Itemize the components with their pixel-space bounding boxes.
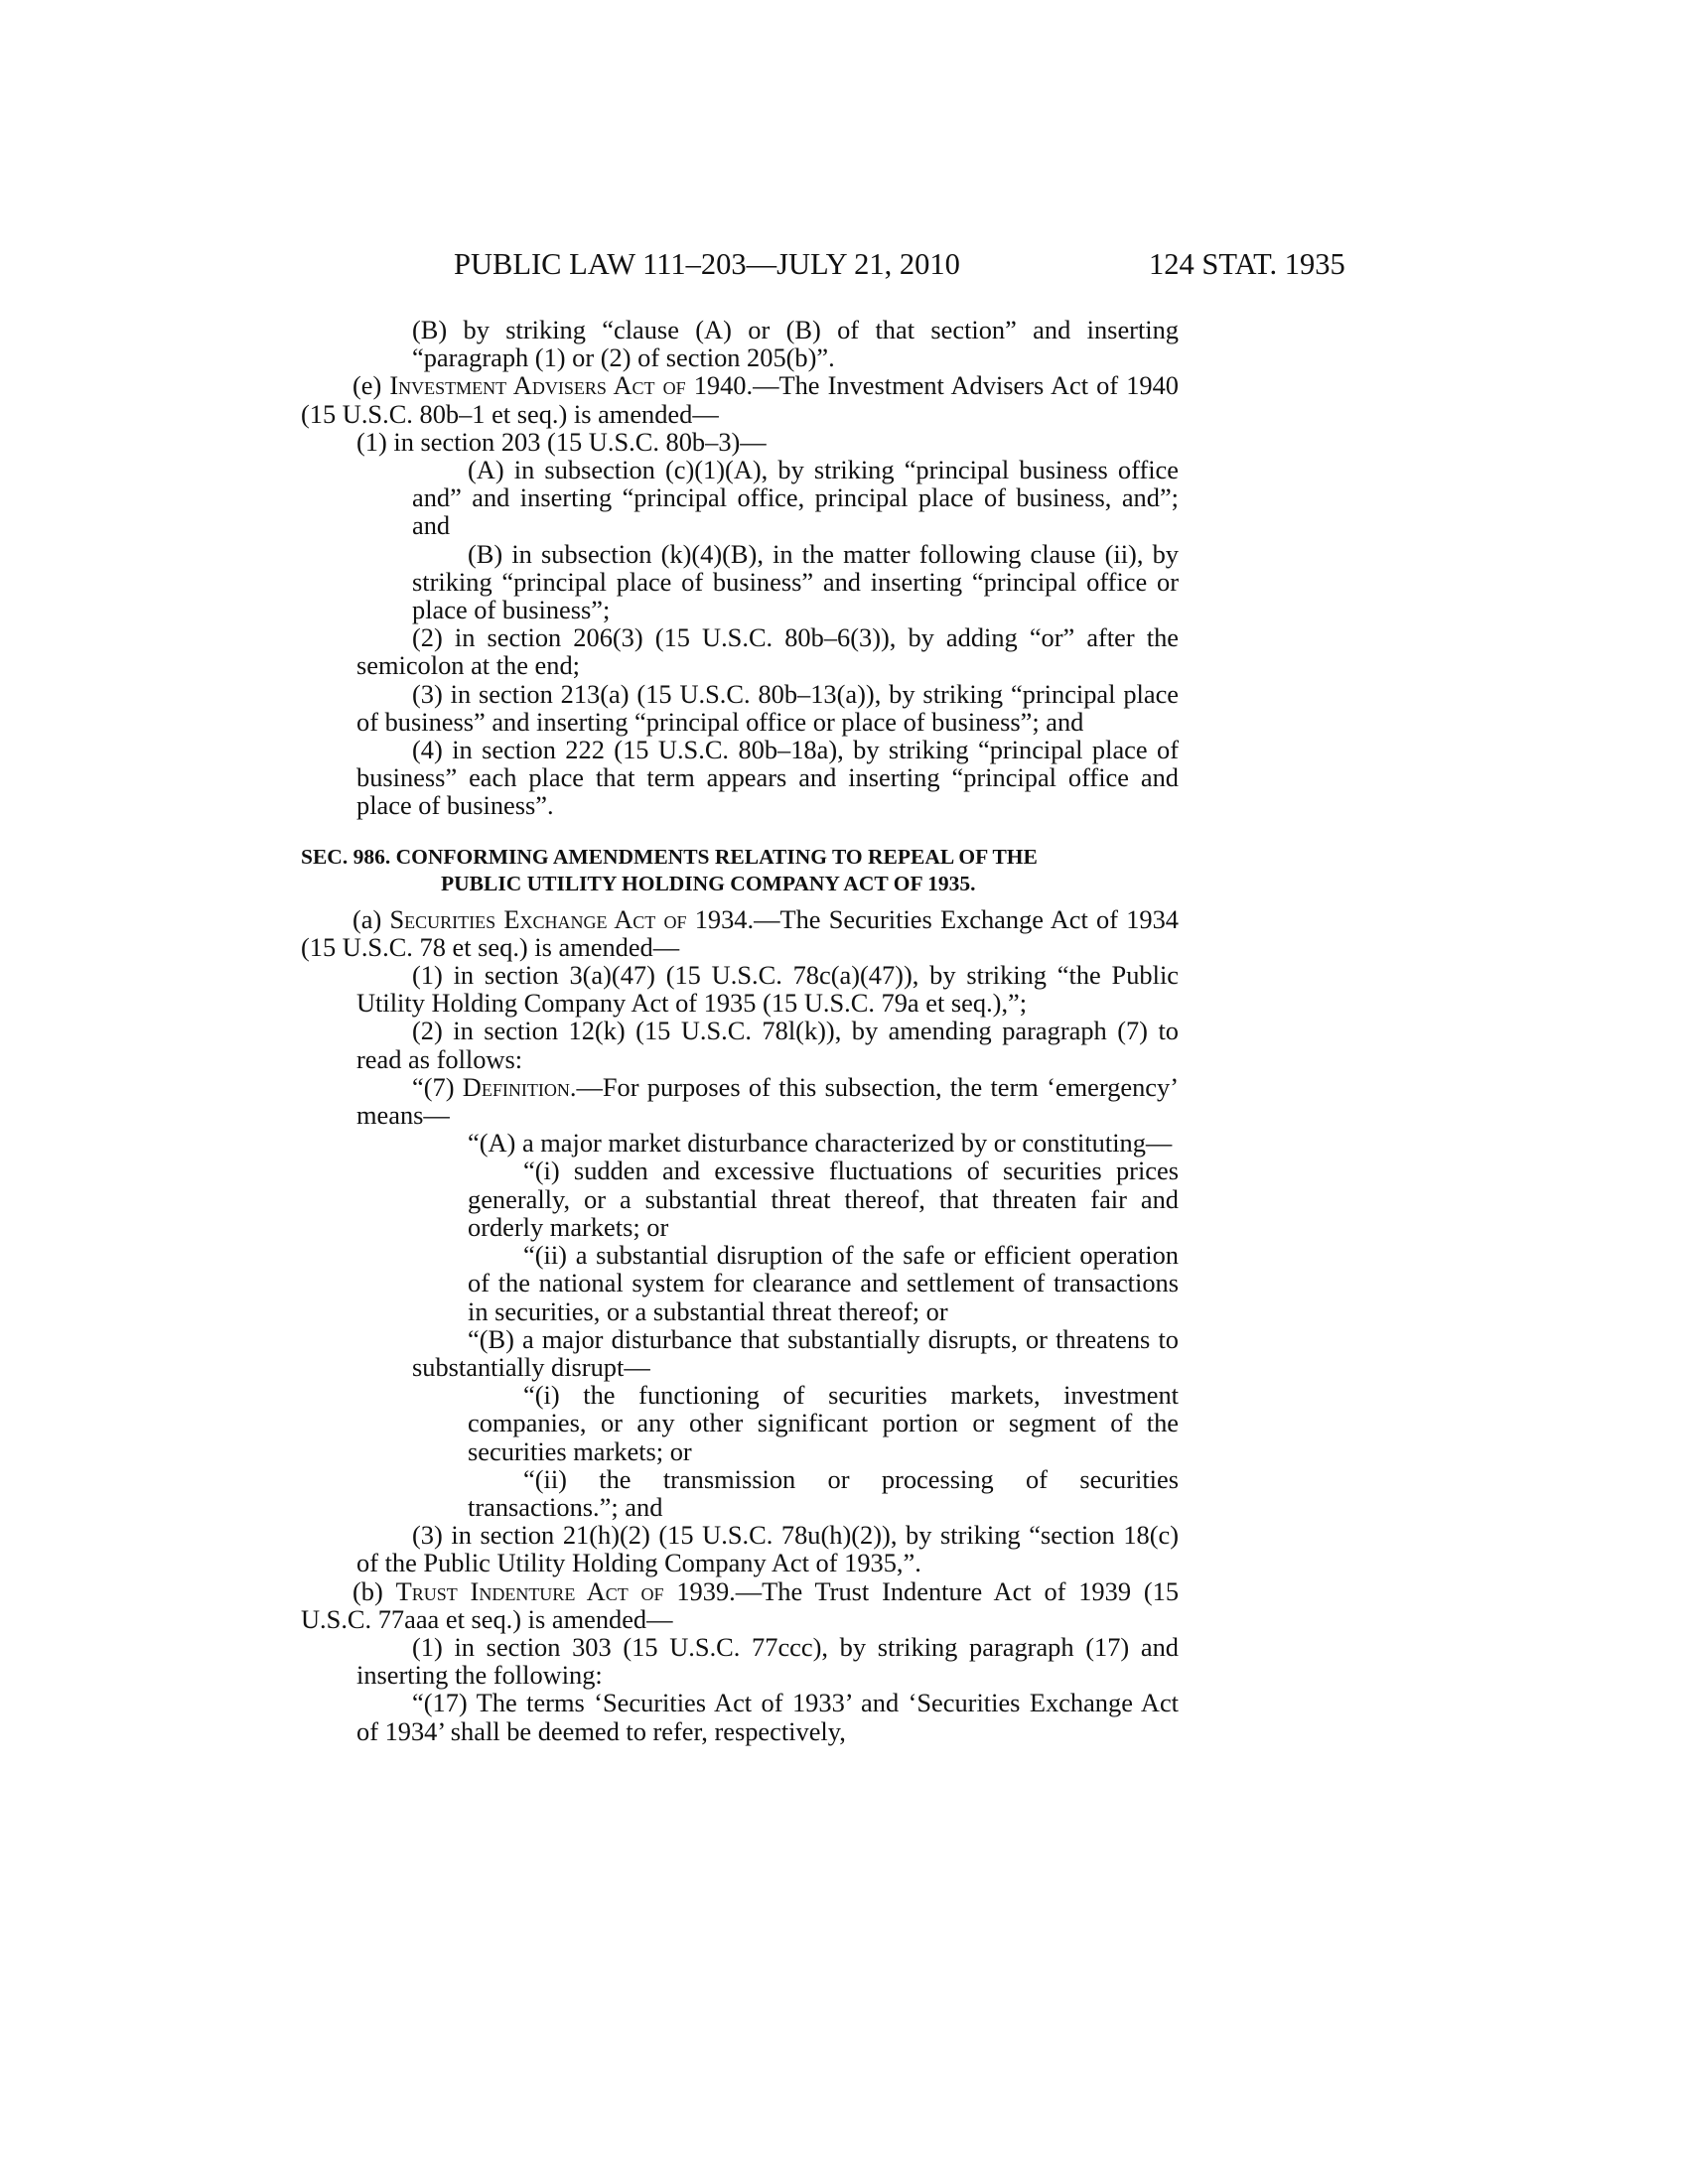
subsection-heading: Trust Indenture Act of <box>395 1575 664 1606</box>
paragraph: “(i) the functioning of securities markets, investment companies, or any other significant portion or segment of the securities markets; or <box>468 1380 1179 1466</box>
section-heading-line1: SEC. 986. CONFORMING AMENDMENTS RELATING TO REPEAL OF THE <box>301 844 1038 869</box>
paragraph: (1) in section 303 (15 U.S.C. 77ccc), by striking paragraph (17) and inserting the following: <box>356 1631 1179 1691</box>
paragraph: “(17) The terms ‘Securities Act of 1933’ and ‘Securities Exchange Act of 1934’ shall be deemed to refer, respectively, <box>356 1688 1179 1746</box>
paragraph-heading: Definition <box>462 1071 570 1102</box>
paragraph-text: .—For purposes of this subsection, the term ‘emergency’ means— <box>356 1071 1179 1131</box>
subsection-text: 1939.—The Trust Indenture Act of 1939 (15 U.S.C. 77aaa et seq.) is amended— <box>301 1575 1180 1634</box>
paragraph: (2) in section 12(k) (15 U.S.C. 78l(k)), by amending paragraph (7) to read as follows: <box>356 1016 1179 1074</box>
subsection-text: 1940.—The Investment Advisers Act of 1940 (15 U.S.C. 80b–1 et seq.) is amended— <box>301 370 1179 429</box>
paragraph-definition <box>301 1073 1179 1129</box>
section-heading <box>301 844 1179 897</box>
paragraph: (B) in subsection (k)(4)(B), in the matter following clause (ii), by striking “principal place of business” and inserting “principal office or place of business”; <box>412 538 1179 625</box>
running-title: PUBLIC LAW 111–203—JULY 21, 2010 <box>454 247 960 281</box>
paragraph: (3) in section 21(h)(2) (15 U.S.C. 78u(h)(2)), by striking “section 18(c) of the Public Utility Holding Company Act of 1935,”. <box>356 1520 1179 1578</box>
subsection-label: (e) <box>352 370 390 401</box>
paragraph: (3) in section 213(a) (15 U.S.C. 80b–13(a)), by striking “principal place of business” and inserting “principal office or place of business”; and <box>356 678 1179 737</box>
body-text <box>301 316 1179 1745</box>
paragraph: “(i) sudden and excessive fluctuations of securities prices generally, or a substantial threat thereof, that threaten fair and orderly markets; or <box>468 1156 1179 1242</box>
paragraph: (1) in section 203 (15 U.S.C. 80b–3)— <box>356 426 767 457</box>
paragraph: (1) in section 3(a)(47) (15 U.S.C. 78c(a)(47)), by striking “the Public Utility Holding Company Act of 1935 (15 U.S.C. 79a et seq.),”; <box>356 960 1179 1019</box>
statute-reference: 124 STAT. 1935 <box>1149 247 1345 281</box>
subsection-text: 1934.—The Securities Exchange Act of 1934 (15 U.S.C. 78 et seq.) is amended— <box>301 903 1179 962</box>
subsection-heading: Securities Exchange Act of <box>389 903 687 934</box>
paragraph: “(ii) a substantial disruption of the safe or efficient operation of the national system for clearance and settlement of transactions in securities, or a substantial threat thereof; or <box>468 1240 1179 1326</box>
subsection-heading: Investment Advisers Act of <box>389 370 686 401</box>
subsection-b <box>301 1577 1179 1633</box>
subsection-label: (b) <box>352 1575 396 1606</box>
section-heading-line2: PUBLIC UTILITY HOLDING COMPANY ACT OF 1935. <box>441 871 976 895</box>
paragraph: “(A) a major market disturbance characterized by or constituting— <box>468 1128 1173 1159</box>
subsection-a <box>301 905 1179 961</box>
paragraph: (A) in subsection (c)(1)(A), by striking “principal business office and” and inserting “principal office, principal place of business, and”; and <box>412 455 1179 541</box>
paragraph: (4) in section 222 (15 U.S.C. 80b–18a), by striking “principal place of business” each place that term appears and inserting “principal office and place of business”. <box>356 735 1179 821</box>
paragraph: (B) by striking “clause (A) or (B) of that section” and inserting “paragraph (1) or (2) of section 205(b)”. <box>412 315 1179 373</box>
paragraph-label: “(7) <box>412 1071 463 1102</box>
paragraph: “(ii) the transmission or processing of securities transactions.”; and <box>468 1463 1179 1522</box>
paragraph: (2) in section 206(3) (15 U.S.C. 80b–6(3)), by adding “or” after the semicolon at the end; <box>356 622 1179 681</box>
subsection-e <box>301 371 1179 427</box>
paragraph: “(B) a major disturbance that substantially disrupts, or threatens to substantially disrupt— <box>412 1323 1179 1382</box>
subsection-label: (a) <box>352 903 390 934</box>
